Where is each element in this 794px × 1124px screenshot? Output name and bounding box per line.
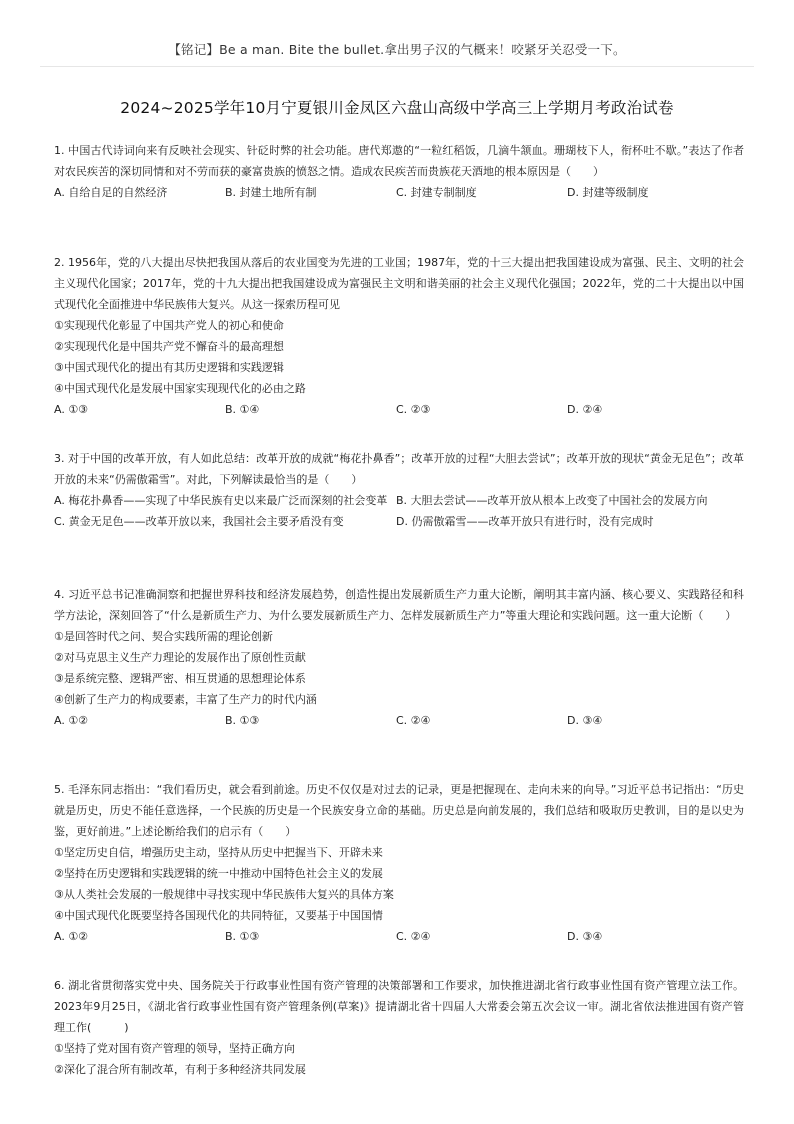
option-a[interactable]: A. ①② <box>54 714 89 727</box>
option-c[interactable]: C. ②③ <box>396 403 431 416</box>
question-6 <box>54 975 744 1080</box>
header-divider <box>40 66 754 67</box>
option-a[interactable]: A. 梅花扑鼻香——实现了中华民族有史以来最广泛而深刻的社会变革 <box>54 494 388 507</box>
option-row-1 <box>54 490 744 511</box>
option-b[interactable]: B. 封建土地所有制 <box>225 186 317 199</box>
option-row-2 <box>54 511 744 532</box>
statement-1: ①实现现代化彰显了中国共产党人的初心和使命 <box>54 319 284 332</box>
statement-1: ①是回答时代之问、契合实践所需的理论创新 <box>54 630 273 643</box>
option-list <box>54 710 744 731</box>
option-b[interactable]: B. 大胆去尝试——改革开放从根本上改变了中国社会的发展方向 <box>396 494 708 507</box>
question-4 <box>54 584 744 731</box>
option-c[interactable]: C. 封建专制制度 <box>396 186 477 199</box>
question-2 <box>54 252 744 420</box>
option-d[interactable]: D. ③④ <box>567 714 603 727</box>
option-a[interactable]: A. 自给自足的自然经济 <box>54 186 168 199</box>
statement-2: ②深化了混合所有制改革，有利于多种经济共同发展 <box>54 1063 306 1076</box>
statement-2: ②坚持在历史逻辑和实践逻辑的统一中推动中国特色社会主义的发展 <box>54 867 383 880</box>
statement-3: ③从人类社会发展的一般规律中寻找实现中华民族伟大复兴的具体方案 <box>54 888 394 901</box>
option-a[interactable]: A. ①③ <box>54 403 89 416</box>
option-b[interactable]: B. ①④ <box>225 403 260 416</box>
header-motto: 【铭记】Be a man. Bite the bullet.拿出男子汉的气概来！咬紧牙关忍受一下。 <box>168 42 626 57</box>
question-3 <box>54 448 744 532</box>
option-c[interactable]: C. ②④ <box>396 930 431 943</box>
option-list <box>54 182 744 203</box>
option-d[interactable]: D. 仍需傲霜雪——改革开放只有进行时，没有完成时 <box>396 515 654 528</box>
question-stem: 5. 毛泽东同志指出：“我们看历史，就会看到前途。历史不仅仅是对过去的记录，更是把握现在、走向未来的向导。”习近平总书记指出：“历史就是历史，历史不能任意选择，一个民族的历史是一个民族安身立命的基础。历史总是向前发展的，我们总结和吸取历史教训，目的是以史为鉴，更好前进。”上述论断给我们的启示有（ ） <box>54 783 744 838</box>
option-list <box>54 399 744 420</box>
question-stem: 2. 1956年，党的八大提出尽快把我国从落后的农业国变为先进的工业国；1987年，党的十三大提出把我国建设成为富强、民主、文明的社会主义现代化国家；2017年，党的十九大提出把我国建设成为富强民主文明和谐美丽的社会主义现代化强国；2022年，党的二十大提出以中国式现代化全面推进中华民族伟大复兴。从这一探索历程可见 <box>54 256 744 311</box>
statement-3: ③是系统完整、逻辑严密、相互贯通的思想理论体系 <box>54 672 306 685</box>
option-b[interactable]: B. ①③ <box>225 930 260 943</box>
page-title: 2024~2025学年10月宁夏银川金凤区六盘山高级中学高三上学期月考政治试卷 <box>120 99 674 117</box>
question-1 <box>54 140 744 203</box>
question-stem: 6. 湖北省贯彻落实党中央、国务院关于行政事业性国有资产管理的决策部署和工作要求，加快推进湖北省行政事业性国有资产管理立法工作。2023年9月25日，《湖北省行政事业性国有资产管理条例(草案)》提请湖北省十四届人大常委会第五次会议一审。湖北省依法推进国有资产管理工作( ) <box>54 979 744 1034</box>
option-c[interactable]: C. 黄金无足色——改革开放以来，我国社会主要矛盾没有变 <box>54 515 344 528</box>
option-d[interactable]: D. ③④ <box>567 930 603 943</box>
statement-1: ①坚持了党对国有资产管理的领导，坚持正确方向 <box>54 1042 295 1055</box>
statement-1: ①坚定历史自信，增强历史主动，坚持从历史中把握当下、开辟未来 <box>54 846 383 859</box>
statement-2: ②对马克思主义生产力理论的发展作出了原创性贡献 <box>54 651 306 664</box>
question-stem: 4. 习近平总书记准确洞察和把握世界科技和经济发展趋势，创造性提出发展新质生产力重大论断，阐明其丰富内涵、核心要义、实践路径和科学方法论，深刻回答了“什么是新质生产力、为什么要发展新质生产力、怎样发展新质生产力”等重大理论和实践问题。这一重大论断（ ） <box>54 588 744 622</box>
option-a[interactable]: A. ①② <box>54 930 89 943</box>
statement-4: ④中国式现代化既要坚持各国现代化的共同特征，又要基于中国国情 <box>54 909 383 922</box>
option-list <box>54 926 744 947</box>
statement-4: ④中国式现代化是发展中国家实现现代化的必由之路 <box>54 382 306 395</box>
question-5 <box>54 779 744 947</box>
option-c[interactable]: C. ②④ <box>396 714 431 727</box>
statement-2: ②实现现代化是中国共产党不懈奋斗的最高理想 <box>54 340 284 353</box>
option-d[interactable]: D. 封建等级制度 <box>567 186 649 199</box>
option-b[interactable]: B. ①③ <box>225 714 260 727</box>
statement-3: ③中国式现代化的提出有其历史逻辑和实践逻辑 <box>54 361 284 374</box>
statement-4: ④创新了生产力的构成要素，丰富了生产力的时代内涵 <box>54 693 317 706</box>
option-d[interactable]: D. ②④ <box>567 403 603 416</box>
question-stem: 3. 对于中国的改革开放，有人如此总结：改革开放的成就“梅花扑鼻香”；改革开放的过程“大胆去尝试”；改革开放的现状“黄金无足色”；改革开放的未来“仍需傲霜雪”。对此，下列解读最恰当的是（ ） <box>54 452 744 486</box>
question-stem: 1. 中国古代诗词向来有反映社会现实、针砭时弊的社会功能。唐代郑遨的“一粒红稻饭，几滴牛颔血。珊瑚枝下人，衔杯吐不歇。”表达了作者对农民疾苦的深切同情和对不劳而获的豪富贵族的愤怒之情。造成农民疾苦而贵族花天酒地的根本原因是（ ） <box>54 144 744 178</box>
